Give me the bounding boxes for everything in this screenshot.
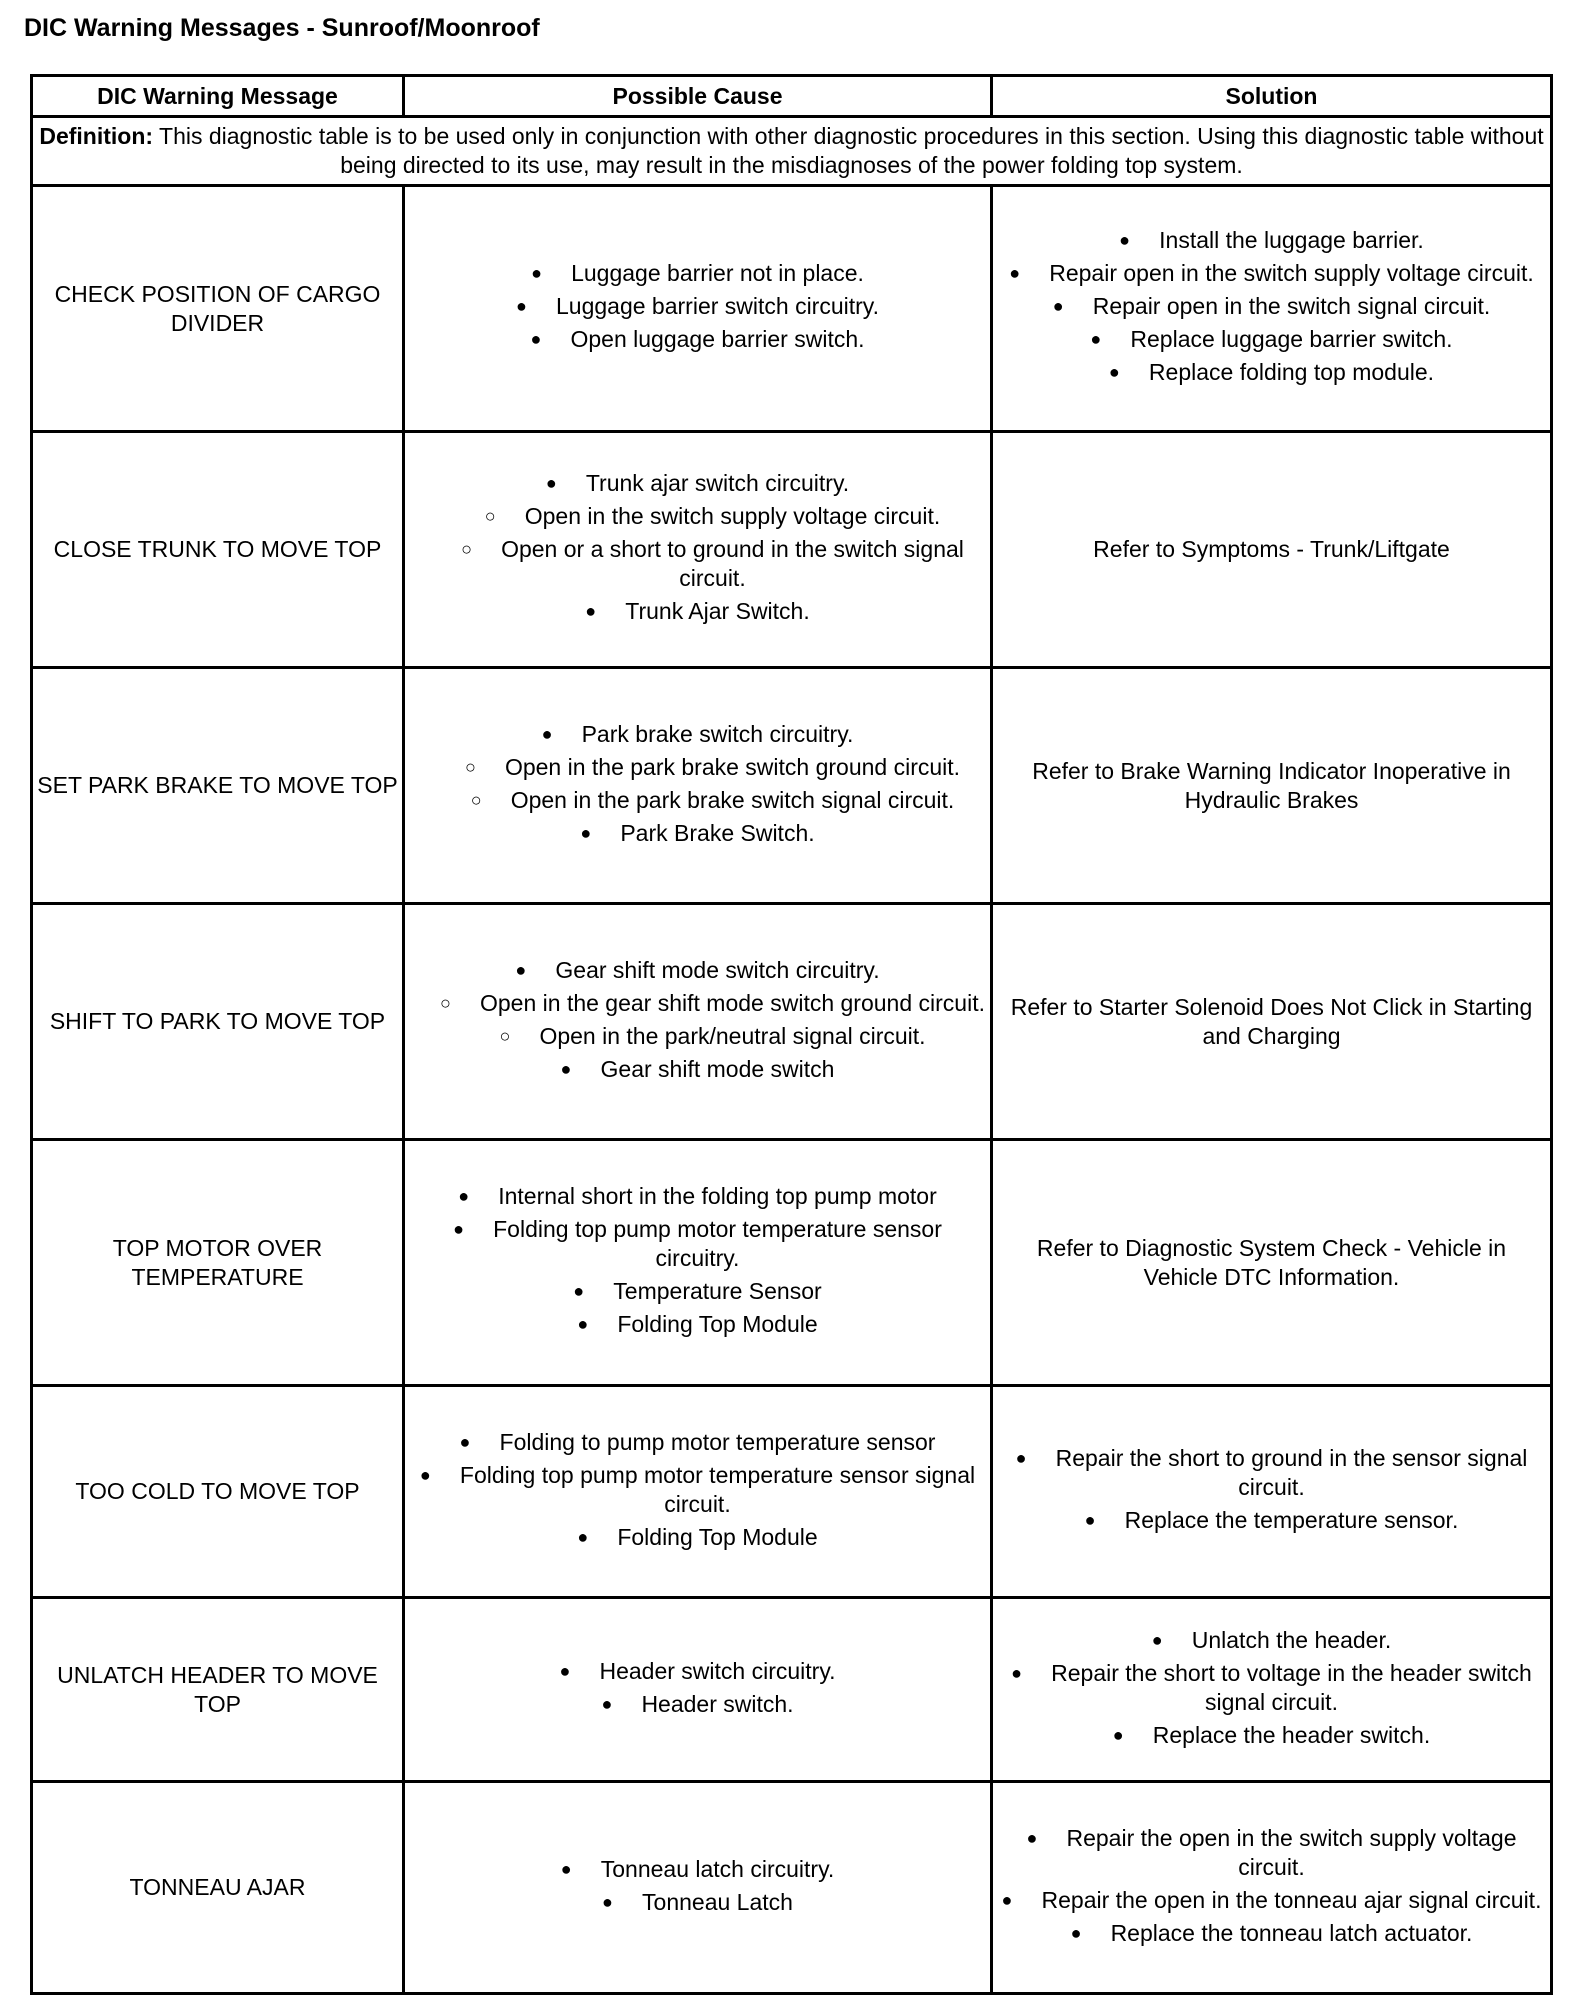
cause-item bbox=[409, 786, 986, 815]
solution-item bbox=[997, 1824, 1546, 1882]
bullet-icon: ● bbox=[515, 959, 527, 980]
bullet-icon: ● bbox=[516, 296, 527, 316]
diagnostic-table bbox=[30, 74, 1553, 1995]
bullet-icon: ● bbox=[419, 1464, 431, 1485]
cause-list bbox=[409, 1855, 986, 1917]
table-row bbox=[32, 668, 1552, 904]
hollow-bullet-icon: ○ bbox=[464, 756, 476, 777]
table-row bbox=[32, 1782, 1552, 1994]
header-row bbox=[32, 76, 1552, 117]
cause-item bbox=[409, 1855, 986, 1884]
solution-text: Refer to Diagnostic System Check - Vehicle in Vehicle DTC Information. bbox=[1036, 1234, 1507, 1290]
possible-cause-cell bbox=[404, 186, 992, 432]
bullet-icon: ● bbox=[559, 1660, 571, 1681]
header-possible-cause: Possible Cause bbox=[404, 76, 992, 117]
cause-text: Temperature Sensor bbox=[613, 1278, 822, 1304]
solution-cell bbox=[992, 1386, 1552, 1598]
cause-item bbox=[409, 1310, 986, 1339]
bullet-icon: ● bbox=[541, 723, 553, 744]
cause-list bbox=[409, 956, 986, 1084]
cause-item bbox=[409, 720, 986, 749]
warning-message-cell: SET PARK BRAKE TO MOVE TOP bbox=[32, 668, 404, 904]
bullet-icon: ● bbox=[601, 1693, 613, 1714]
cause-text: Folding top pump motor temperature sensor signal circuit. bbox=[459, 1461, 976, 1517]
solution-item bbox=[997, 1659, 1546, 1717]
bullet-icon: ● bbox=[577, 1314, 589, 1334]
hollow-bullet-icon: ○ bbox=[484, 506, 496, 526]
cause-item bbox=[409, 989, 986, 1018]
bullet-icon: ● bbox=[1151, 1629, 1163, 1650]
bullet-icon: ● bbox=[1009, 263, 1021, 283]
solution-item bbox=[997, 358, 1546, 387]
solution-cell bbox=[992, 1598, 1552, 1782]
possible-cause-cell bbox=[404, 904, 992, 1140]
cause-text: Tonneau Latch bbox=[642, 1888, 793, 1915]
cause-list bbox=[409, 469, 986, 626]
cause-text: Tonneau latch circuitry. bbox=[600, 1855, 835, 1882]
warning-message-cell: SHIFT TO PARK TO MOVE TOP bbox=[32, 904, 404, 1140]
cause-text: Open in the park brake switch signal circuit. bbox=[510, 786, 955, 813]
cause-list bbox=[409, 720, 986, 848]
cause-item bbox=[409, 1277, 986, 1306]
solution-item bbox=[997, 1919, 1546, 1948]
warning-message-cell: CHECK POSITION OF CARGO DIVIDER bbox=[32, 186, 404, 432]
solution-item bbox=[997, 1721, 1546, 1750]
cause-list bbox=[409, 259, 986, 354]
cause-text: Folding to pump motor temperature sensor bbox=[499, 1428, 936, 1455]
hollow-bullet-icon: ○ bbox=[470, 789, 482, 810]
solution-text: Repair the short to voltage in the header switch signal circuit. bbox=[1051, 1659, 1532, 1715]
header-solution: Solution bbox=[992, 76, 1552, 117]
cause-item bbox=[409, 1182, 986, 1211]
possible-cause-cell bbox=[404, 1598, 992, 1782]
bullet-icon: ● bbox=[1052, 296, 1064, 316]
cause-item bbox=[409, 1461, 986, 1519]
bullet-icon: ● bbox=[585, 601, 597, 621]
solution-text: Repair the open in the tonneau ajar signal circuit. bbox=[1041, 1886, 1542, 1913]
solution-text: Replace folding top module. bbox=[1148, 359, 1435, 385]
bullet-icon: ● bbox=[602, 1891, 613, 1912]
cause-item bbox=[409, 1055, 986, 1084]
bullet-icon: ● bbox=[459, 1431, 471, 1452]
table-row bbox=[32, 1386, 1552, 1598]
cause-item bbox=[409, 469, 986, 498]
cause-item bbox=[409, 292, 986, 321]
definition-label: Definition: bbox=[39, 123, 154, 149]
warning-message-cell: UNLATCH HEADER TO MOVE TOP bbox=[32, 1598, 404, 1782]
cause-item bbox=[409, 956, 986, 985]
cause-list bbox=[409, 1428, 986, 1552]
solution-list bbox=[997, 1444, 1546, 1535]
solution-text: Repair open in the switch supply voltage circuit. bbox=[1049, 260, 1534, 286]
solution-cell bbox=[992, 904, 1552, 1140]
cause-list bbox=[409, 1657, 986, 1719]
bullet-icon: ● bbox=[560, 1058, 572, 1079]
solution-text: Replace luggage barrier switch. bbox=[1130, 326, 1453, 352]
cause-text: Park Brake Switch. bbox=[620, 819, 815, 846]
solution-item bbox=[997, 1626, 1546, 1655]
cause-text: Trunk ajar switch circuitry. bbox=[585, 470, 850, 496]
definition-cell bbox=[32, 117, 1552, 186]
bullet-icon: ● bbox=[531, 263, 542, 283]
possible-cause-cell bbox=[404, 432, 992, 668]
bullet-icon: ● bbox=[580, 822, 592, 843]
bullet-icon: ● bbox=[1015, 1448, 1027, 1468]
cause-text: Internal short in the folding top pump motor bbox=[498, 1183, 937, 1209]
cause-list bbox=[409, 1182, 986, 1339]
warning-message-cell: TONNEAU AJAR bbox=[32, 1782, 404, 1994]
possible-cause-cell bbox=[404, 1782, 992, 1994]
cause-text: Open in the switch supply voltage circuit. bbox=[524, 503, 941, 529]
cause-text: Open in the park brake switch ground circuit. bbox=[504, 753, 961, 780]
solution-item bbox=[997, 1506, 1546, 1535]
bullet-icon: ● bbox=[545, 473, 557, 493]
definition-text: This diagnostic table is to be used only in conjunction with other diagnostic procedures in this section. Using this diagnostic table without being directed to its use, may result in the misdiagnoses of the power folding top system. bbox=[153, 123, 1544, 178]
cause-text: Open in the park/neutral signal circuit. bbox=[539, 1022, 926, 1049]
cause-item bbox=[409, 753, 986, 782]
cause-text: Header switch. bbox=[641, 1690, 794, 1717]
warning-message-cell: TOO COLD TO MOVE TOP bbox=[32, 1386, 404, 1598]
cause-item bbox=[409, 259, 986, 288]
solution-text: Repair the short to ground in the sensor signal circuit. bbox=[1055, 1445, 1528, 1500]
table-row bbox=[32, 1140, 1552, 1386]
hollow-bullet-icon: ○ bbox=[499, 1025, 511, 1046]
solution-text: Install the luggage barrier. bbox=[1159, 227, 1424, 253]
cause-item bbox=[409, 1215, 986, 1273]
bullet-icon: ● bbox=[1090, 329, 1102, 349]
cause-item bbox=[409, 1690, 986, 1719]
bullet-icon: ● bbox=[1001, 1889, 1013, 1910]
bullet-icon: ● bbox=[458, 1186, 470, 1206]
cause-text: Open in the gear shift mode switch ground circuit. bbox=[480, 989, 985, 1016]
solution-text: Repair open in the switch signal circuit. bbox=[1092, 293, 1491, 319]
cause-text: Luggage barrier not in place. bbox=[571, 260, 864, 286]
table-row bbox=[32, 186, 1552, 432]
bullet-icon: ● bbox=[530, 329, 542, 349]
bullet-icon: ● bbox=[1011, 1662, 1022, 1683]
possible-cause-cell bbox=[404, 668, 992, 904]
cause-text: Park brake switch circuitry. bbox=[581, 720, 854, 747]
header-dic-warning-message: DIC Warning Message bbox=[32, 76, 404, 117]
solution-item bbox=[997, 259, 1546, 288]
solution-item bbox=[997, 292, 1546, 321]
cause-text: Open luggage barrier switch. bbox=[570, 326, 865, 352]
cause-text: Folding Top Module bbox=[617, 1311, 818, 1337]
solution-text: Replace the tonneau latch actuator. bbox=[1110, 1919, 1473, 1946]
cause-item bbox=[409, 597, 986, 626]
solution-text: Replace the header switch. bbox=[1152, 1721, 1431, 1748]
solution-text: Unlatch the header. bbox=[1191, 1626, 1392, 1653]
solution-list bbox=[997, 226, 1546, 387]
cause-text: Luggage barrier switch circuitry. bbox=[556, 293, 879, 319]
solution-text: Refer to Brake Warning Indicator Inoperative in Hydraulic Brakes bbox=[1032, 757, 1511, 813]
cause-text: Gear shift mode switch circuitry. bbox=[555, 956, 880, 983]
bullet-icon: ● bbox=[1112, 1724, 1124, 1745]
table-row bbox=[32, 432, 1552, 668]
definition-row bbox=[32, 117, 1552, 186]
bullet-icon: ● bbox=[453, 1219, 464, 1239]
cause-item bbox=[409, 1428, 986, 1457]
solution-item bbox=[997, 1444, 1546, 1502]
hollow-bullet-icon: ○ bbox=[461, 539, 472, 559]
cause-text: Folding top pump motor temperature sensor circuitry. bbox=[493, 1216, 942, 1271]
page-title: DIC Warning Messages - Sunroof/Moonroof bbox=[24, 14, 540, 42]
solution-text: Repair the open in the switch supply voltage circuit. bbox=[1066, 1824, 1517, 1880]
cause-text: Gear shift mode switch bbox=[600, 1055, 835, 1082]
table-row bbox=[32, 904, 1552, 1140]
cause-item bbox=[409, 1888, 986, 1917]
solution-cell bbox=[992, 668, 1552, 904]
solution-cell bbox=[992, 432, 1552, 668]
bullet-icon: ● bbox=[1026, 1827, 1038, 1848]
bullet-icon: ● bbox=[577, 1526, 589, 1547]
solution-cell bbox=[992, 1782, 1552, 1994]
bullet-icon: ● bbox=[1119, 230, 1131, 250]
solution-item bbox=[997, 1886, 1546, 1915]
solution-text: Replace the temperature sensor. bbox=[1124, 1507, 1459, 1533]
solution-cell bbox=[992, 1140, 1552, 1386]
bullet-icon: ● bbox=[560, 1858, 572, 1879]
solution-item bbox=[997, 226, 1546, 255]
solution-list bbox=[997, 1626, 1546, 1750]
cause-text: Trunk Ajar Switch. bbox=[625, 598, 810, 624]
cause-text: Folding Top Module bbox=[617, 1523, 818, 1550]
cause-text: Open or a short to ground in the switch signal circuit. bbox=[501, 536, 964, 591]
cause-item bbox=[409, 502, 986, 531]
cause-item bbox=[409, 1657, 986, 1686]
solution-text: Refer to Starter Solenoid Does Not Click in Starting and Charging bbox=[1010, 993, 1533, 1049]
cause-item bbox=[409, 535, 986, 593]
bullet-icon: ● bbox=[1108, 362, 1120, 382]
table-row bbox=[32, 1598, 1552, 1782]
cause-text: Header switch circuitry. bbox=[599, 1657, 836, 1684]
possible-cause-cell bbox=[404, 1386, 992, 1598]
solution-item bbox=[997, 325, 1546, 354]
hollow-bullet-icon: ○ bbox=[440, 992, 451, 1013]
bullet-icon: ● bbox=[573, 1281, 585, 1301]
cause-item bbox=[409, 1022, 986, 1051]
warning-message-cell: CLOSE TRUNK TO MOVE TOP bbox=[32, 432, 404, 668]
possible-cause-cell bbox=[404, 1140, 992, 1386]
solution-list bbox=[997, 1824, 1546, 1948]
bullet-icon: ● bbox=[1084, 1510, 1096, 1530]
cause-item bbox=[409, 819, 986, 848]
cause-item bbox=[409, 1523, 986, 1552]
cause-item bbox=[409, 325, 986, 354]
solution-text: Refer to Symptoms - Trunk/Liftgate bbox=[1093, 536, 1450, 562]
warning-message-cell: TOP MOTOR OVER TEMPERATURE bbox=[32, 1140, 404, 1386]
bullet-icon: ● bbox=[1070, 1922, 1082, 1943]
solution-cell bbox=[992, 186, 1552, 432]
